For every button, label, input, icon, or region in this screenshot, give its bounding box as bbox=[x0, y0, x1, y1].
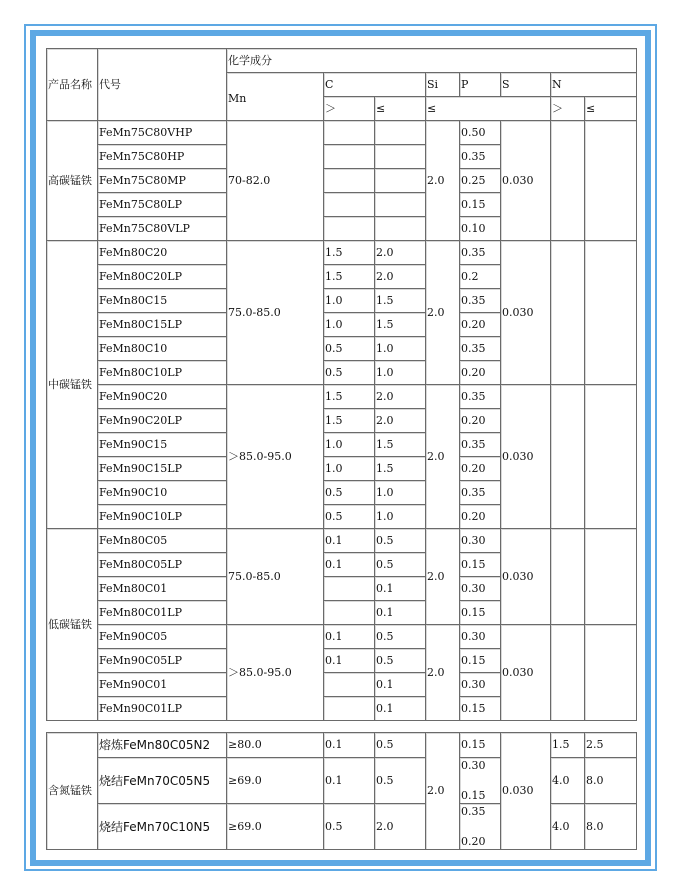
p-values bbox=[461, 805, 500, 849]
p-max-value: 0.20 bbox=[460, 457, 501, 481]
c-min-value: 0.1 bbox=[324, 733, 375, 758]
c-min-value bbox=[324, 601, 375, 625]
p-max-value: 0.25 bbox=[460, 169, 501, 193]
c-min-value bbox=[324, 145, 375, 169]
product-code: FeMn90C15LP bbox=[98, 457, 227, 481]
c-max-value: 1.5 bbox=[375, 457, 426, 481]
header-si-p-s-less-equal: ≤ bbox=[426, 97, 551, 121]
p-max-value: 0.2 bbox=[460, 265, 501, 289]
c-max-value bbox=[375, 169, 426, 193]
table-row bbox=[47, 625, 637, 649]
header-code: 代号 bbox=[98, 49, 227, 121]
product-code: FeMn75C80MP bbox=[98, 169, 227, 193]
s-max-value: 0.030 bbox=[501, 241, 551, 385]
c-max-value: 1.5 bbox=[375, 433, 426, 457]
header-s: S bbox=[501, 73, 551, 97]
p-values bbox=[461, 759, 500, 803]
header-n-greater-than: ＞ bbox=[551, 97, 585, 121]
p-max-value bbox=[460, 758, 501, 804]
mn-range: ≥80.0 bbox=[227, 733, 324, 758]
p-max-value: 0.35 bbox=[460, 385, 501, 409]
n-max-value: 2.5 bbox=[585, 733, 637, 758]
c-min-value: 1.5 bbox=[324, 265, 375, 289]
p-max-value: 0.20 bbox=[460, 361, 501, 385]
header-p: P bbox=[460, 73, 501, 97]
c-max-value: 2.0 bbox=[375, 385, 426, 409]
c-max-value bbox=[375, 121, 426, 145]
c-min-value: 1.0 bbox=[324, 433, 375, 457]
si-max-value: 2.0 bbox=[426, 385, 460, 529]
s-max-value: 0.030 bbox=[501, 385, 551, 529]
product-code: FeMn90C15 bbox=[98, 433, 227, 457]
p-max-value: 0.15 bbox=[460, 601, 501, 625]
n-max-value bbox=[585, 241, 637, 385]
p-max-value: 0.15 bbox=[460, 193, 501, 217]
c-max-value: 1.0 bbox=[375, 337, 426, 361]
p-max-value: 0.20 bbox=[460, 313, 501, 337]
c-min-value: 0.1 bbox=[324, 529, 375, 553]
s-max-value: 0.030 bbox=[501, 733, 551, 850]
n-min-value bbox=[551, 121, 585, 241]
nitrided-manganese-table bbox=[46, 732, 637, 850]
c-min-value bbox=[324, 217, 375, 241]
n-max-value bbox=[585, 121, 637, 241]
n-max-value: 8.0 bbox=[585, 758, 637, 804]
product-code: FeMn80C01 bbox=[98, 577, 227, 601]
s-max-value: 0.030 bbox=[501, 529, 551, 625]
header-c-greater-than: ＞ bbox=[324, 97, 375, 121]
c-max-value: 0.5 bbox=[375, 758, 426, 804]
product-code: FeMn80C10LP bbox=[98, 361, 227, 385]
p-max-value: 0.30 bbox=[460, 577, 501, 601]
c-max-value: 2.0 bbox=[375, 265, 426, 289]
c-max-value: 0.5 bbox=[375, 733, 426, 758]
product-code: FeMn80C15LP bbox=[98, 313, 227, 337]
mn-range: 75.0-85.0 bbox=[227, 529, 324, 625]
group-name: 含氮锰铁 bbox=[47, 733, 98, 850]
p-max-value: 0.35 bbox=[460, 145, 501, 169]
header-c: C bbox=[324, 73, 426, 97]
p-max-value: 0.15 bbox=[460, 733, 501, 758]
group-name: 高碳锰铁 bbox=[47, 121, 98, 241]
c-max-value: 1.5 bbox=[375, 313, 426, 337]
header-c-less-equal: ≤ bbox=[375, 97, 426, 121]
product-code: FeMn75C80LP bbox=[98, 193, 227, 217]
p-max-value: 0.20 bbox=[460, 409, 501, 433]
table-row bbox=[47, 121, 637, 145]
product-code: FeMn75C80VHP bbox=[98, 121, 227, 145]
p-max-value: 0.30 bbox=[460, 673, 501, 697]
n-min-value: 1.5 bbox=[551, 733, 585, 758]
c-max-value: 1.0 bbox=[375, 505, 426, 529]
c-min-value: 1.0 bbox=[324, 289, 375, 313]
header-si: Si bbox=[426, 73, 460, 97]
p-value: 0.30 bbox=[461, 758, 486, 772]
si-max-value: 2.0 bbox=[426, 241, 460, 385]
si-max-value: 2.0 bbox=[426, 625, 460, 721]
mn-range: ≥69.0 bbox=[227, 758, 324, 804]
mn-range: ＞85.0-95.0 bbox=[227, 385, 324, 529]
si-max-value: 2.0 bbox=[426, 121, 460, 241]
c-min-value: 1.5 bbox=[324, 409, 375, 433]
c-max-value: 2.0 bbox=[375, 409, 426, 433]
product-code: FeMn75C80VLP bbox=[98, 217, 227, 241]
si-max-value: 2.0 bbox=[426, 733, 460, 850]
n-max-value bbox=[585, 385, 637, 529]
n-max-value bbox=[585, 625, 637, 721]
n-min-value bbox=[551, 385, 585, 529]
product-code: 烧结FeMn70C05N5 bbox=[98, 758, 227, 804]
n-min-value bbox=[551, 625, 585, 721]
c-min-value: 0.5 bbox=[324, 804, 375, 850]
mn-range: 75.0-85.0 bbox=[227, 241, 324, 385]
c-max-value: 0.5 bbox=[375, 553, 426, 577]
product-code: FeMn90C01LP bbox=[98, 697, 227, 721]
c-min-value: 0.5 bbox=[324, 361, 375, 385]
c-min-value: 0.1 bbox=[324, 553, 375, 577]
header-n: N bbox=[551, 73, 637, 97]
header-mn: Mn bbox=[227, 73, 324, 121]
c-max-value: 2.0 bbox=[375, 241, 426, 265]
header-n-less-equal: ≤ bbox=[585, 97, 637, 121]
n-min-value bbox=[551, 529, 585, 625]
p-max-value: 0.50 bbox=[460, 121, 501, 145]
c-min-value: 0.1 bbox=[324, 625, 375, 649]
c-max-value bbox=[375, 193, 426, 217]
product-code: FeMn90C05 bbox=[98, 625, 227, 649]
mn-range: ＞85.0-95.0 bbox=[227, 625, 324, 721]
n-max-value: 8.0 bbox=[585, 804, 637, 850]
table-row bbox=[47, 241, 637, 265]
c-max-value: 1.0 bbox=[375, 481, 426, 505]
c-min-value: 0.5 bbox=[324, 481, 375, 505]
product-code: FeMn80C10 bbox=[98, 337, 227, 361]
p-value: 0.20 bbox=[461, 834, 486, 848]
c-min-value bbox=[324, 193, 375, 217]
s-max-value: 0.030 bbox=[501, 121, 551, 241]
c-max-value: 0.5 bbox=[375, 529, 426, 553]
c-max-value: 2.0 bbox=[375, 804, 426, 850]
n-min-value: 4.0 bbox=[551, 804, 585, 850]
product-code: FeMn80C20 bbox=[98, 241, 227, 265]
group-name: 低碳锰铁 bbox=[47, 529, 98, 721]
product-code: FeMn90C10LP bbox=[98, 505, 227, 529]
c-max-value: 1.0 bbox=[375, 361, 426, 385]
table-row bbox=[47, 385, 637, 409]
p-max-value: 0.35 bbox=[460, 337, 501, 361]
c-min-value bbox=[324, 121, 375, 145]
c-max-value: 0.5 bbox=[375, 625, 426, 649]
mn-range: 70-82.0 bbox=[227, 121, 324, 241]
table-row bbox=[47, 733, 637, 758]
p-max-value: 0.10 bbox=[460, 217, 501, 241]
product-code: FeMn90C10 bbox=[98, 481, 227, 505]
table-row bbox=[47, 529, 637, 553]
c-min-value bbox=[324, 169, 375, 193]
p-value: 0.15 bbox=[461, 788, 486, 802]
c-max-value: 0.1 bbox=[375, 601, 426, 625]
c-min-value: 0.5 bbox=[324, 337, 375, 361]
product-code: FeMn90C20 bbox=[98, 385, 227, 409]
c-min-value: 1.5 bbox=[324, 241, 375, 265]
product-code: 烧结FeMn70C10N5 bbox=[98, 804, 227, 850]
c-max-value: 0.1 bbox=[375, 673, 426, 697]
c-max-value: 1.5 bbox=[375, 289, 426, 313]
p-value: 0.35 bbox=[461, 804, 486, 818]
p-max-value: 0.15 bbox=[460, 697, 501, 721]
p-max-value: 0.35 bbox=[460, 289, 501, 313]
c-max-value: 0.5 bbox=[375, 649, 426, 673]
c-min-value: 1.5 bbox=[324, 385, 375, 409]
si-max-value: 2.0 bbox=[426, 529, 460, 625]
product-code: FeMn80C01LP bbox=[98, 601, 227, 625]
c-min-value: 1.0 bbox=[324, 457, 375, 481]
mn-range: ≥69.0 bbox=[227, 804, 324, 850]
manganese-alloy-composition-table bbox=[46, 48, 637, 721]
product-code: FeMn80C20LP bbox=[98, 265, 227, 289]
p-max-value: 0.30 bbox=[460, 625, 501, 649]
product-code: FeMn90C05LP bbox=[98, 649, 227, 673]
c-max-value bbox=[375, 145, 426, 169]
p-max-value: 0.35 bbox=[460, 481, 501, 505]
c-max-value: 0.1 bbox=[375, 577, 426, 601]
header-product-name: 产品名称 bbox=[47, 49, 98, 121]
p-max-value: 0.15 bbox=[460, 553, 501, 577]
c-min-value: 0.1 bbox=[324, 649, 375, 673]
product-code: FeMn75C80HP bbox=[98, 145, 227, 169]
header-chemical-composition: 化学成分 bbox=[227, 49, 637, 73]
product-code: FeMn80C15 bbox=[98, 289, 227, 313]
c-max-value: 0.1 bbox=[375, 697, 426, 721]
c-min-value bbox=[324, 673, 375, 697]
c-max-value bbox=[375, 217, 426, 241]
p-max-value: 0.35 bbox=[460, 241, 501, 265]
p-max-value: 0.35 bbox=[460, 433, 501, 457]
product-code: FeMn90C01 bbox=[98, 673, 227, 697]
n-max-value bbox=[585, 529, 637, 625]
p-max-value bbox=[460, 804, 501, 850]
n-min-value bbox=[551, 241, 585, 385]
p-max-value: 0.15 bbox=[460, 649, 501, 673]
n-min-value: 4.0 bbox=[551, 758, 585, 804]
s-max-value: 0.030 bbox=[501, 625, 551, 721]
c-min-value bbox=[324, 577, 375, 601]
c-min-value: 1.0 bbox=[324, 313, 375, 337]
p-max-value: 0.30 bbox=[460, 529, 501, 553]
product-code: FeMn80C05 bbox=[98, 529, 227, 553]
c-min-value: 0.1 bbox=[324, 758, 375, 804]
product-code: FeMn80C05LP bbox=[98, 553, 227, 577]
c-min-value: 0.5 bbox=[324, 505, 375, 529]
c-min-value bbox=[324, 697, 375, 721]
p-max-value: 0.20 bbox=[460, 505, 501, 529]
product-code: FeMn90C20LP bbox=[98, 409, 227, 433]
product-code: 熔炼FeMn80C05N2 bbox=[98, 733, 227, 758]
group-name: 中碳锰铁 bbox=[47, 241, 98, 529]
